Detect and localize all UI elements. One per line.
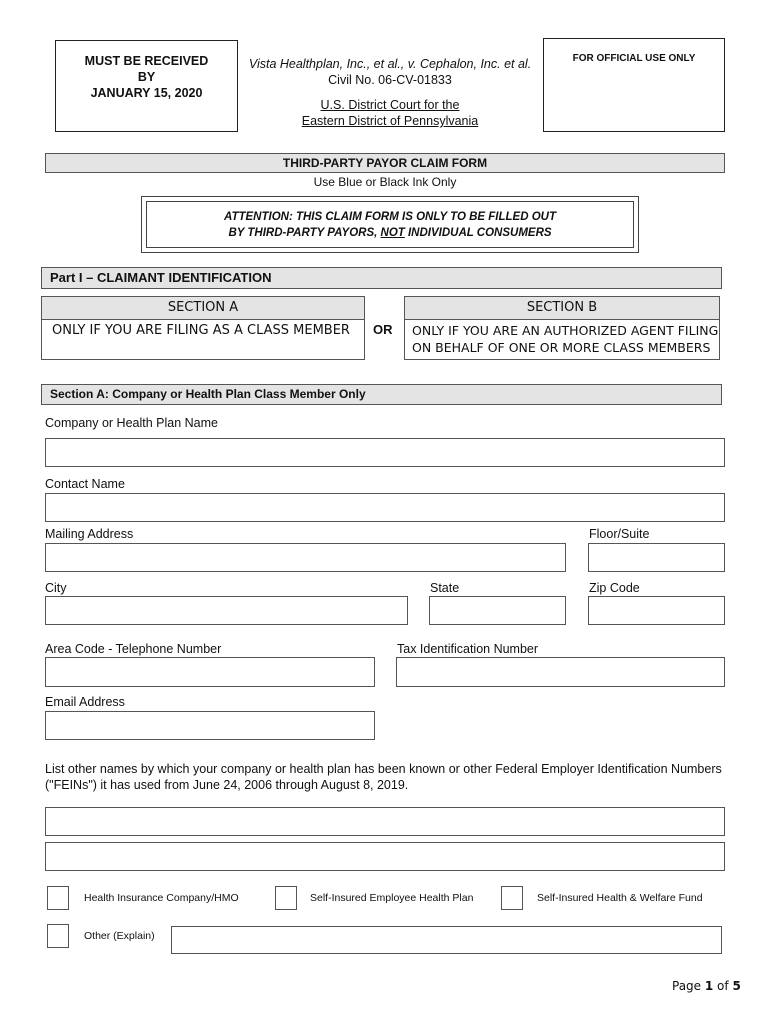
- section-a-form-title: Section A: Company or Health Plan Class Member Only: [50, 387, 366, 401]
- floor-label: Floor/Suite: [589, 527, 650, 541]
- section-a-text: ONLY IF YOU ARE FILING AS A CLASS MEMBER: [52, 323, 350, 338]
- ink-note: Use Blue or Black Ink Only: [313, 175, 457, 189]
- checkbox-health-insurance[interactable]: [47, 886, 69, 910]
- section-a-form-title-bar: [41, 384, 722, 405]
- page-mid: of: [713, 979, 733, 993]
- state-input[interactable]: [429, 596, 566, 625]
- company-label: Company or Health Plan Name: [45, 416, 218, 430]
- deadline-line3: JANUARY 15, 2020: [90, 86, 203, 100]
- option-health-insurance-label: Health Insurance Company/HMO: [84, 892, 239, 904]
- form-title-bar: [45, 153, 725, 173]
- option-self-insured-employee-label: Self-Insured Employee Health Plan: [310, 892, 474, 904]
- page-current: 1: [704, 979, 714, 993]
- or-label: OR: [373, 322, 393, 337]
- page-number: [672, 979, 741, 993]
- court-line1: U.S. District Court for the: [320, 98, 460, 112]
- floor-suite-input[interactable]: [588, 543, 725, 572]
- option-self-insured-welfare-label: Self-Insured Health & Welfare Fund: [537, 892, 703, 904]
- civil-number: Civil No. 06-CV-01833: [328, 73, 452, 87]
- attention-not: NOT: [380, 227, 405, 239]
- page-prefix: Page: [672, 979, 705, 993]
- tax-label: Tax Identification Number: [397, 642, 539, 656]
- other-names-text: [45, 761, 735, 793]
- zip-label: Zip Code: [589, 581, 640, 595]
- official-use-box: [543, 38, 725, 132]
- company-name-input[interactable]: [45, 438, 725, 467]
- city-input[interactable]: [45, 596, 408, 625]
- attention-box: [141, 196, 639, 253]
- section-b-box: [404, 296, 720, 360]
- case-caption: [245, 56, 535, 129]
- deadline-line2: BY: [137, 70, 156, 84]
- other-names-line2: ("FEINs") it has used from June 24, 2006 through August 8, 2019.: [45, 778, 409, 792]
- form-title: THIRD-PARTY PAYOR CLAIM FORM: [282, 156, 488, 170]
- attention-line2-pre: BY THIRD-PARTY PAYORS,: [228, 227, 381, 239]
- other-explain-input[interactable]: [171, 926, 722, 954]
- contact-name-input[interactable]: [45, 493, 725, 522]
- phone-input[interactable]: [45, 657, 375, 687]
- phone-label: Area Code - Telephone Number: [45, 642, 222, 656]
- attention-line1: ATTENTION: THIS CLAIM FORM IS ONLY TO BE FILLED OUT: [224, 211, 556, 223]
- case-name: Vista Healthplan, Inc., et al., v. Cephalon, Inc. et al.: [248, 57, 532, 71]
- email-input[interactable]: [45, 711, 375, 740]
- contact-label: Contact Name: [45, 477, 125, 491]
- deadline-line1: MUST BE RECEIVED: [84, 54, 209, 68]
- section-a-title: SECTION A: [167, 300, 239, 315]
- section-a-box: [41, 296, 365, 360]
- page-total: 5: [732, 979, 741, 993]
- mailing-address-input[interactable]: [45, 543, 566, 572]
- other-names-input-1[interactable]: [45, 807, 725, 836]
- court-line2: Eastern District of Pennsylvania: [301, 114, 479, 128]
- other-names-input-2[interactable]: [45, 842, 725, 871]
- deadline-box: [55, 40, 238, 132]
- part1-title: Part I – CLAIMANT IDENTIFICATION: [50, 270, 272, 285]
- option-other-label: Other (Explain): [84, 930, 155, 942]
- zip-input[interactable]: [588, 596, 725, 625]
- state-label: State: [430, 581, 460, 595]
- checkbox-self-insured-welfare[interactable]: [501, 886, 523, 910]
- email-label: Email Address: [45, 695, 125, 709]
- attention-line2: [142, 225, 638, 241]
- section-b-line1: ONLY IF YOU ARE AN AUTHORIZED AGENT FILING: [412, 323, 719, 338]
- attention-line2-post: INDIVIDUAL CONSUMERS: [404, 227, 552, 239]
- city-label: City: [45, 581, 67, 595]
- section-b-title: SECTION B: [526, 300, 598, 315]
- mailing-label: Mailing Address: [45, 527, 134, 541]
- part1-title-bar: [41, 267, 722, 289]
- section-b-line2: ON BEHALF OF ONE OR MORE CLASS MEMBERS: [412, 340, 711, 355]
- checkbox-other[interactable]: [47, 924, 69, 948]
- checkbox-self-insured-employee[interactable]: [275, 886, 297, 910]
- other-names-line1: List other names by which your company or health plan has been known or other Federal Employer Identification Numbers: [45, 762, 722, 776]
- official-use-label: FOR OFFICIAL USE ONLY: [572, 53, 696, 64]
- tax-id-input[interactable]: [396, 657, 725, 687]
